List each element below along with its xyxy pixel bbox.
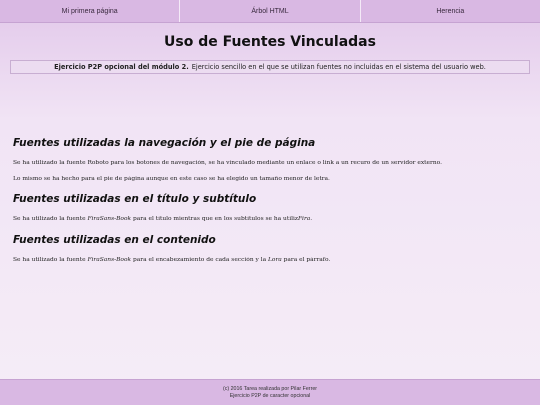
paragraph-text: . <box>310 216 313 222</box>
paragraph-text: para el párrafo. <box>281 257 331 263</box>
paragraph-text: para el encabezamiento de cada sección y la <box>131 257 268 263</box>
page-title: Uso de Fuentes Vinculadas <box>164 34 376 50</box>
intro-bold-text: Ejercicio P2P opcional del módulo 2. <box>54 63 189 71</box>
section-paragraph <box>13 216 528 222</box>
footer-copyright: (c) 2016 Tarea realizada por Pilar Ferrer <box>222 385 318 392</box>
font-name: FiraSans-Book <box>87 216 132 222</box>
paragraph-text: Se ha utilizado la fuente <box>13 257 88 263</box>
section-paragraph: Se ha utilizado la fuente Roboto para los botones de navegación, se ha vinculado mediante un enlace o link a un recuro de un servidor externo. <box>13 160 442 166</box>
section-title-navegacion: Fuentes utilizadas la navegación y el pie de página <box>13 137 316 149</box>
font-name: Fira <box>297 216 311 222</box>
font-name: Lora <box>267 257 282 263</box>
section-title-contenido: Fuentes utilizadas en el contenido <box>13 234 216 246</box>
intro-text: Ejercicio sencillo en el que se utilizan fuentes no incluidas en el sistema del usuario web. <box>191 63 486 71</box>
font-name: FiraSans-Book <box>87 257 132 263</box>
top-navigation <box>0 0 540 23</box>
section-paragraph: Lo mismo se ha hecho para el pie de página aunque en este caso se ha elegido un tamaño menor de letra. <box>13 176 330 182</box>
footer-note: Ejercicio P2P de caracter opcional <box>229 392 311 399</box>
nav-item-mi-primera-pagina[interactable]: Mi primera página <box>0 0 180 22</box>
nav-item-arbol-html[interactable]: Árbol HTML <box>180 0 360 22</box>
paragraph-text: Se ha utilizado la fuente <box>13 216 88 222</box>
page-footer <box>0 379 540 405</box>
paragraph-text: para el título mientras que en los subtítulos se ha utiliz <box>131 216 298 222</box>
intro-box <box>10 60 530 74</box>
nav-item-herencia[interactable]: Herencia <box>436 7 465 15</box>
section-title-titulo: Fuentes utilizadas en el título y subtítulo <box>13 193 257 205</box>
section-paragraph <box>13 257 528 263</box>
